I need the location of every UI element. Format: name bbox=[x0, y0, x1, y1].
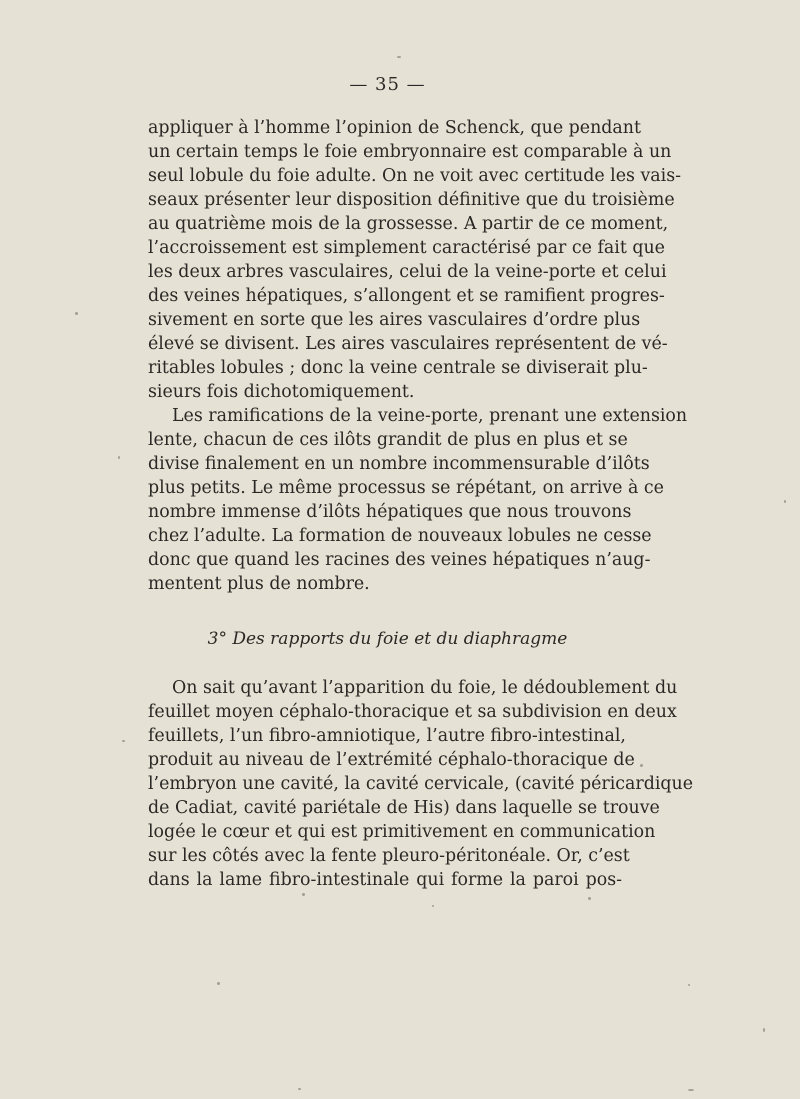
text-line: seul lobule du foie adulte. On ne voit avec certitude les vais- bbox=[148, 166, 682, 186]
text-line: appliquer à l’homme l’opinion de Schenck, que pendant bbox=[148, 118, 641, 138]
text-line: sivement en sorte que les aires vasculaires d’ordre plus bbox=[148, 310, 641, 330]
text-line: sur les côtés avec la fente pleuro-péritonéale. Or, c’est bbox=[148, 846, 630, 866]
text-line: les deux arbres vasculaires, celui de la veine-porte et celui bbox=[148, 262, 667, 282]
paper-speck bbox=[397, 56, 401, 58]
paper-speck bbox=[688, 1089, 694, 1091]
paper-speck bbox=[122, 740, 125, 742]
text-line: seaux présenter leur disposition définitive que du troisième bbox=[148, 190, 675, 210]
paper-speck bbox=[217, 982, 220, 985]
paper-speck bbox=[298, 1088, 301, 1090]
paper-speck bbox=[118, 456, 120, 459]
section-heading: 3° Des rapports du foie et du diaphragme bbox=[207, 629, 568, 649]
text-line: Les ramifications de la veine-porte, prenant une extension bbox=[172, 406, 688, 426]
paper-speck bbox=[432, 905, 434, 907]
text-line: feuillet moyen céphalo-thoracique et sa subdivision en deux bbox=[148, 702, 677, 722]
page-number: — 35 — bbox=[349, 74, 426, 95]
paper-speck bbox=[75, 312, 78, 315]
paper-speck bbox=[688, 984, 690, 986]
text-line: dans la lame fibro-intestinale qui forme la paroi pos- bbox=[148, 870, 622, 890]
text-line: logée le cœur et qui est primitivement en communication bbox=[148, 822, 656, 842]
text-line: lente, chacun de ces ilôts grandit de plus en plus et se bbox=[148, 430, 628, 450]
text-line: feuillets, l’un fibro-amniotique, l’autre fibro-intestinal, bbox=[148, 726, 626, 746]
paper-speck bbox=[763, 1028, 765, 1032]
text-line: mentent plus de nombre. bbox=[148, 574, 370, 594]
paper-speck bbox=[640, 764, 643, 767]
text-line: des veines hépatiques, s’allongent et se ramifient progres- bbox=[148, 286, 665, 306]
paper-speck bbox=[784, 500, 786, 503]
text-line: On sait qu’avant l’apparition du foie, le dédoublement du bbox=[172, 678, 678, 698]
text-line: donc que quand les racines des veines hépatiques n’aug- bbox=[148, 550, 651, 570]
text-line: l’accroissement est simplement caractérisé par ce fait que bbox=[148, 238, 665, 258]
text-line: au quatrième mois de la grossesse. A partir de ce moment, bbox=[148, 214, 669, 234]
paper-speck bbox=[302, 893, 305, 896]
text-line: l’embryon une cavité, la cavité cervicale, (cavité péricardique bbox=[148, 774, 694, 794]
text-line: nombre immense d’ilôts hépatiques que nous trouvons bbox=[148, 502, 632, 522]
text-line: divise finalement en un nombre incommensurable d’ilôts bbox=[148, 454, 650, 474]
text-line: de Cadiat, cavité pariétale de His) dans laquelle se trouve bbox=[148, 798, 660, 818]
text-line: produit au niveau de l’extrémité céphalo-thoracique de bbox=[148, 750, 635, 770]
text-line: plus petits. Le même processus se répétant, on arrive à ce bbox=[148, 478, 664, 498]
paper-speck bbox=[588, 897, 591, 900]
text-line: chez l’adulte. La formation de nouveaux lobules ne cesse bbox=[148, 526, 652, 546]
text-line: élevé se divisent. Les aires vasculaires représentent de vé- bbox=[148, 334, 668, 354]
text-line: ritables lobules ; donc la veine centrale se diviserait plu- bbox=[148, 358, 648, 378]
text-line: sieurs fois dichotomiquement. bbox=[148, 382, 415, 402]
text-line: un certain temps le foie embryonnaire est comparable à un bbox=[148, 142, 672, 162]
